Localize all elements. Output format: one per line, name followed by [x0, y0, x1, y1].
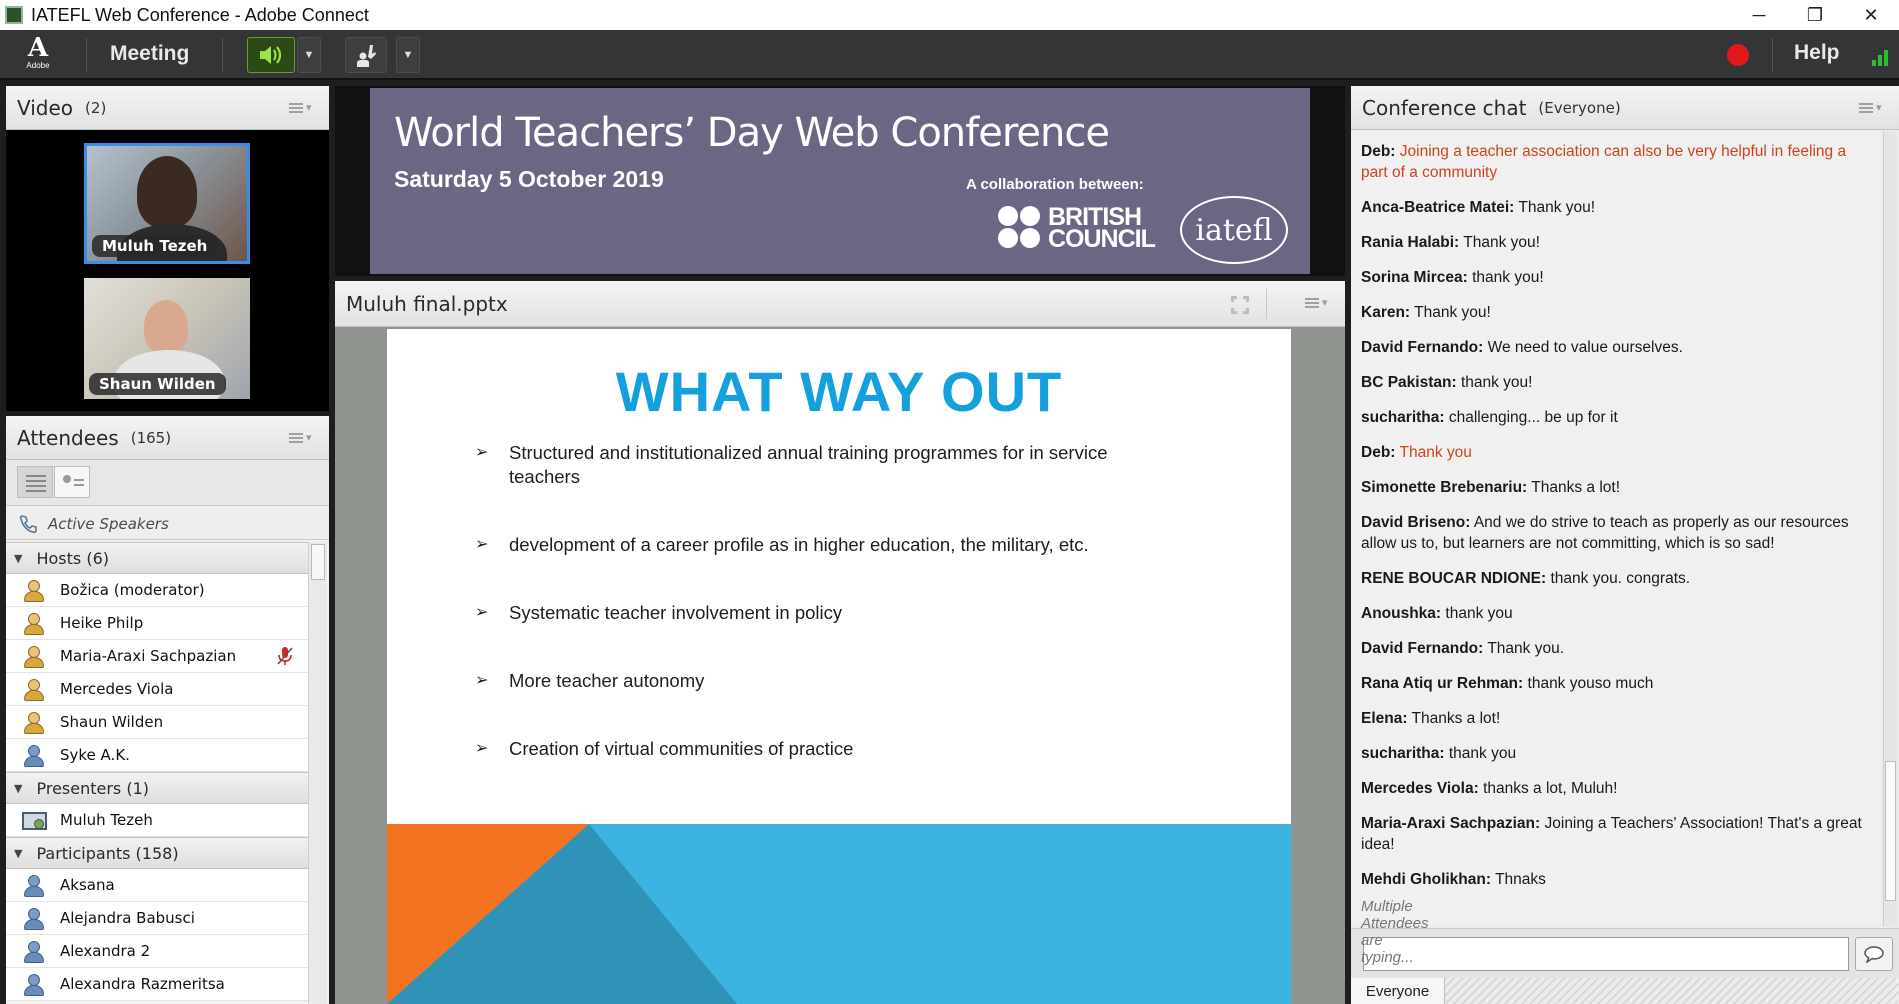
chat-message [1361, 869, 1871, 890]
chat-compose-area [1351, 928, 1899, 978]
chat-text: Thank you! [1518, 199, 1596, 216]
chat-sender: sucharitha: [1361, 409, 1445, 426]
slide-bullet [475, 737, 1175, 761]
window-title: IATEFL Web Conference - Adobe Connect [31, 4, 369, 25]
chat-sender: David Briseno: [1361, 514, 1471, 531]
speaker-icon [257, 43, 285, 67]
raise-hand-icon [353, 42, 379, 68]
presentation-slide [387, 329, 1291, 1004]
attendee-list [6, 542, 308, 1004]
arrow-bullet-icon: ➢ [475, 740, 489, 757]
share-pod-header [335, 281, 1345, 327]
chat-message [1361, 197, 1871, 218]
chat-pod [1351, 86, 1899, 1004]
group-hosts[interactable] [6, 542, 308, 574]
chat-sender: Sorina Mircea: [1361, 269, 1468, 286]
chat-message [1361, 477, 1871, 498]
toolbar-divider [222, 38, 223, 72]
speech-bubble-icon [1863, 945, 1885, 963]
host-icon [22, 579, 44, 601]
chat-pod-header [1351, 86, 1899, 130]
attendee-row[interactable] [6, 902, 308, 935]
adobe-logo-text: Adobe [26, 61, 50, 70]
chat-text: Thank you [1399, 444, 1472, 461]
meeting-menu[interactable]: Meeting [110, 42, 190, 65]
attendee-name: Syke A.K. [60, 746, 130, 764]
header-divider [1266, 289, 1267, 319]
pod-options-menu-icon[interactable]: ▾ [1305, 297, 1331, 309]
attendee-row[interactable] [6, 673, 308, 706]
window-titlebar [0, 0, 1899, 30]
chat-sender: David Fernando: [1361, 339, 1484, 356]
attendee-name: Alexandra 2 [60, 942, 151, 960]
host-icon [22, 711, 44, 733]
microphone-icon [276, 646, 294, 666]
chat-sender: Rania Halabi: [1361, 234, 1460, 251]
chat-sender: Simonette Brebenariu: [1361, 479, 1528, 496]
chat-text: thank you! [1460, 374, 1533, 391]
attendee-row[interactable] [6, 804, 308, 837]
chat-message [1361, 813, 1871, 855]
chat-tab-bar [1351, 978, 1899, 1004]
bc-line-2: COUNCIL [1048, 225, 1155, 253]
chat-tab-everyone[interactable]: Everyone [1351, 978, 1445, 1004]
chat-message [1361, 603, 1871, 624]
slide-title: WHAT WAY OUT [615, 360, 1063, 423]
user-icon [22, 940, 44, 962]
user-icon [22, 744, 44, 766]
attendee-name: Alejandra Babusci [60, 909, 195, 927]
conference-banner [370, 88, 1310, 274]
chat-sender: sucharitha: [1361, 745, 1445, 762]
attendees-count: (165) [130, 428, 172, 447]
active-speakers-label: Active Speakers [48, 514, 169, 533]
attendees-pod-title: Attendees [17, 425, 119, 450]
attendee-row[interactable] [6, 640, 308, 673]
chat-text: Joining a teacher association can also be very helpful in feeling a part of a community [1361, 143, 1847, 181]
group-label: Presenters (1) [36, 778, 150, 798]
chat-text: thank you [1445, 605, 1513, 622]
chat-text: thanks a lot, Muluh! [1483, 780, 1618, 797]
video-count: (2) [85, 98, 107, 117]
scrollbar-thumb[interactable] [311, 544, 325, 580]
chat-text: thank you [1448, 745, 1517, 762]
slide-decoration-shapes [387, 824, 1291, 1004]
attendee-row[interactable] [6, 607, 308, 640]
collapse-triangle-icon: ▼ [14, 846, 23, 860]
chat-text: Thnaks [1495, 871, 1546, 888]
slide-bullet-list [475, 441, 1175, 805]
chat-sender: BC Pakistan: [1361, 374, 1457, 391]
list-view-button[interactable] [17, 466, 53, 498]
share-pod-title: Muluh final.pptx [346, 291, 508, 316]
chat-text: Thank you. [1487, 640, 1565, 657]
phone-icon [18, 514, 38, 534]
chat-text: Thanks a lot! [1531, 479, 1621, 496]
attendee-list-scrollbar[interactable] [308, 542, 327, 1004]
collapse-triangle-icon: ▼ [14, 551, 23, 565]
arrow-bullet-icon: ➢ [475, 672, 489, 689]
minimize-button[interactable]: ─ [1752, 4, 1766, 25]
chat-message [1361, 141, 1871, 183]
share-pod [335, 281, 1345, 1004]
chat-text: thank you! [1472, 269, 1544, 286]
chat-message [1361, 407, 1871, 428]
chat-sender: Rana Atiq ur Rehman: [1361, 675, 1524, 692]
banner-title: World Teachers’ Day Web Conference [394, 110, 1109, 156]
group-label: Hosts (6) [36, 548, 109, 568]
attendee-name: Aksana [60, 876, 115, 894]
video-tile[interactable] [84, 143, 250, 264]
chat-sender: Karen: [1361, 304, 1411, 321]
video-tile[interactable] [84, 278, 250, 399]
host-icon [22, 678, 44, 700]
attendee-name: Maria-Araxi Sachpazian [60, 647, 237, 665]
chat-sender: Mercedes Viola: [1361, 780, 1479, 797]
attendee-row[interactable] [6, 968, 308, 1001]
british-council-text [1048, 203, 1155, 253]
user-icon [22, 874, 44, 896]
attendee-view-toolbar [6, 460, 329, 506]
help-menu[interactable]: Help [1794, 41, 1840, 64]
close-button[interactable]: ✕ [1863, 4, 1879, 25]
fullscreen-icon[interactable] [1229, 294, 1251, 316]
attendee-name: Alexandra Razmeritsa [60, 975, 225, 993]
typing-indicator: Multiple Attendees are typing... [1361, 898, 1429, 966]
participant-video-feed [144, 300, 188, 354]
presenter-icon [22, 809, 44, 831]
slide-bullet [475, 669, 1175, 693]
chat-sender: Mehdi Gholikhan: [1361, 871, 1492, 888]
participant-video-feed [137, 156, 197, 228]
group-participants[interactable] [6, 837, 308, 869]
slide-bullet [475, 601, 1175, 625]
connection-signal-icon [1872, 46, 1888, 66]
attendee-row[interactable] [6, 869, 308, 902]
chat-pod-title: Conference chat [1362, 95, 1527, 120]
chat-message [1361, 267, 1871, 288]
video-tile-name: Muluh Tezeh [92, 235, 217, 257]
host-icon [22, 612, 44, 634]
slide-bullet [475, 441, 1175, 489]
raise-hand-button[interactable] [345, 37, 387, 73]
adobe-logo-mark: A [27, 33, 49, 63]
chevron-down-icon: ▼ [402, 49, 414, 61]
status-dropdown-button[interactable] [396, 37, 420, 73]
group-presenters[interactable] [6, 772, 308, 804]
chat-text: Joining a Teachers' Association! That's a great idea! [1361, 815, 1862, 853]
slide-decorative-band [387, 824, 1291, 1004]
toolbar-divider [1772, 38, 1773, 72]
bc-line-1: BRITISH [1048, 203, 1141, 231]
pod-options-menu-icon[interactable]: ▾ [289, 432, 315, 444]
attendee-row[interactable] [6, 739, 308, 772]
user-icon [22, 973, 44, 995]
chat-sender: Maria-Araxi Sachpazian: [1361, 815, 1541, 832]
chat-text: thank you. congrats. [1550, 570, 1691, 587]
adobe-logo [20, 35, 56, 75]
chat-input[interactable] [1363, 937, 1849, 971]
attendee-row[interactable] [6, 574, 308, 607]
slide-bullet-text: development of a career profile as in higher education, the military, etc. [509, 534, 1089, 555]
attendees-pod [6, 416, 329, 1004]
restore-button[interactable]: ❐ [1806, 4, 1824, 25]
chat-message [1361, 442, 1871, 463]
chat-sender: RENE BOUCAR NDIONE: [1361, 570, 1547, 587]
video-pod-header [6, 86, 329, 130]
scrollbar-thumb[interactable] [1885, 761, 1896, 901]
chat-sender: Elena: [1361, 710, 1408, 727]
arrow-bullet-icon: ➢ [475, 536, 489, 553]
app-icon [5, 6, 23, 24]
banner-pod [335, 86, 1345, 276]
chat-message [1361, 337, 1871, 358]
attendee-name: Shaun Wilden [60, 713, 164, 731]
collapse-triangle-icon: ▼ [14, 781, 23, 795]
chat-message [1361, 708, 1871, 729]
attendee-row[interactable] [6, 706, 308, 739]
iatefl-logo: iatefl [1180, 196, 1288, 264]
british-council-dots-icon [998, 206, 1042, 250]
pod-options-menu-icon[interactable]: ▾ [289, 102, 315, 114]
group-label: Participants (158) [36, 843, 179, 863]
chat-text: challenging... be up for it [1448, 409, 1618, 426]
banner-collab-text: A collaboration between: [966, 176, 1144, 193]
banner-date: Saturday 5 October 2019 [394, 166, 664, 192]
attendee-name: Muluh Tezeh [60, 811, 153, 829]
chat-text: And we do strive to teach as properly as our resources allow us to, but learners are not committing, which is so sad! [1361, 514, 1849, 552]
chat-message [1361, 568, 1871, 589]
chat-sender: Anoushka: [1361, 605, 1442, 622]
window-controls [1731, 0, 1899, 30]
speaker-button[interactable] [247, 37, 295, 73]
chat-message [1361, 512, 1871, 554]
chat-sender: Deb: [1361, 143, 1396, 160]
slide-bullet-text: Creation of virtual communities of practice [509, 738, 854, 759]
chat-message [1361, 302, 1871, 323]
pod-options-menu-icon[interactable]: ▾ [1859, 102, 1885, 114]
video-tile-name: Shaun Wilden [89, 373, 226, 395]
chat-sender: Anca-Beatrice Matei: [1361, 199, 1515, 216]
user-icon [22, 907, 44, 929]
chat-message [1361, 743, 1871, 764]
chat-sender: David Fernando: [1361, 640, 1484, 657]
chat-text: Thanks a lot! [1411, 710, 1501, 727]
status-view-button[interactable] [54, 466, 90, 498]
chat-text: We need to value ourselves. [1487, 339, 1683, 356]
send-button[interactable] [1855, 937, 1893, 971]
attendee-name: Mercedes Viola [60, 680, 174, 698]
active-speakers-row[interactable] [6, 508, 329, 540]
attendees-pod-header [6, 416, 329, 460]
british-council-logo [998, 203, 1155, 253]
host-icon [22, 645, 44, 667]
slide-bullet [475, 533, 1175, 557]
chat-scrollbar[interactable] [1883, 131, 1897, 927]
chat-message [1361, 372, 1871, 393]
chat-message [1361, 232, 1871, 253]
chat-sender: Deb: [1361, 444, 1396, 461]
chat-text: thank youso much [1527, 675, 1654, 692]
chat-text: Thank you! [1414, 304, 1491, 321]
chat-message-list [1351, 131, 1881, 924]
video-pod-title: Video [17, 95, 74, 120]
attendee-name: Heike Philp [60, 614, 144, 632]
attendee-row[interactable] [6, 935, 308, 968]
arrow-bullet-icon: ➢ [475, 604, 489, 621]
slide-bullet-text: Structured and institutionalized annual training programmes for in service teachers [509, 442, 1108, 487]
toolbar-divider [86, 38, 87, 72]
slide-bullet-text: More teacher autonomy [509, 670, 705, 691]
slide-bullet-text: Systematic teacher involvement in policy [509, 602, 843, 623]
chevron-down-icon: ▼ [303, 49, 315, 61]
main-toolbar [0, 30, 1899, 80]
attendee-name: Božica (moderator) [60, 581, 205, 599]
speaker-dropdown-button[interactable] [297, 37, 321, 73]
arrow-bullet-icon: ➢ [475, 444, 489, 461]
chat-message [1361, 673, 1871, 694]
chat-message [1361, 638, 1871, 659]
chat-message [1361, 778, 1871, 799]
recording-indicator[interactable] [1727, 44, 1749, 66]
chat-scope: (Everyone) [1538, 98, 1621, 117]
video-pod [6, 86, 329, 411]
chat-text: Thank you! [1463, 234, 1540, 251]
